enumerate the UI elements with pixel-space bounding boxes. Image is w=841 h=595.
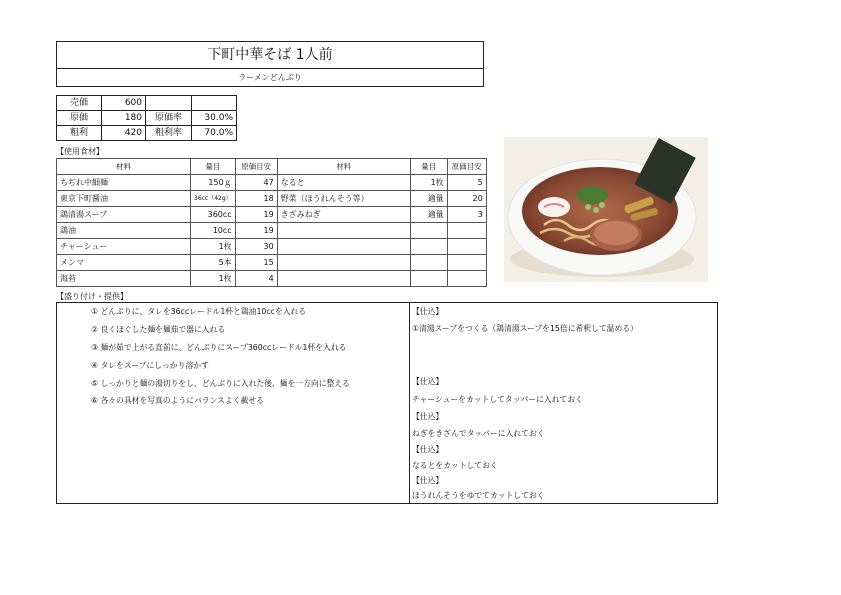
ingredient-amount — [410, 255, 447, 271]
procedure-box — [56, 302, 718, 504]
table-row — [57, 239, 487, 255]
header-cost: 原価目安 — [447, 159, 486, 175]
price-sub-label — [146, 96, 192, 111]
ingredient-amount — [410, 239, 447, 255]
ingredient-name — [277, 271, 410, 287]
header-amount: 量目 — [191, 159, 236, 175]
prep-line: ほうれんそうをゆでてカットしておく — [412, 491, 545, 500]
ingredient-amount: 適量 — [410, 191, 447, 207]
ingredient-amount: 適量 — [410, 207, 447, 223]
prep-line: 【仕込】 — [412, 307, 444, 316]
price-sub-value — [192, 96, 237, 111]
prep-line: 【仕込】 — [412, 476, 444, 485]
price-row — [57, 96, 237, 111]
title-box — [56, 41, 484, 87]
ingredient-cost: 19 — [235, 223, 277, 239]
table-row — [57, 191, 487, 207]
ingredient-name: メンマ — [57, 255, 191, 271]
ingredient-cost: 4 — [235, 271, 277, 287]
prep-line: 【仕込】 — [412, 445, 444, 454]
header-name: 材料 — [277, 159, 410, 175]
ingredient-cost: 19 — [235, 207, 277, 223]
ingredient-cost — [447, 271, 486, 287]
table-row — [57, 175, 487, 191]
ingredient-cost — [447, 255, 486, 271]
prep-line: チャーシューをカットしてタッパーに入れておく — [412, 395, 583, 404]
ingredient-name — [277, 239, 410, 255]
ingredient-cost: 20 — [447, 191, 486, 207]
procedure-step: ① どんぶりに、タレを36ccレードル1杯と鶏油10ccを入れる — [91, 307, 307, 316]
price-sub-label: 原価率 — [146, 111, 192, 126]
price-sub-label: 粗利率 — [146, 126, 192, 141]
price-label: 売価 — [57, 96, 102, 111]
price-row — [57, 111, 237, 126]
ingredient-name: 鶏清湯スープ — [57, 207, 191, 223]
price-value: 600 — [102, 96, 146, 111]
prep-line: 【仕込】 — [412, 377, 444, 386]
ingredient-amount: 5本 — [191, 255, 236, 271]
ingredient-amount: 1枚 — [410, 175, 447, 191]
ingredient-cost — [447, 223, 486, 239]
table-row — [57, 255, 487, 271]
ramen-illustration — [504, 137, 708, 282]
ingredient-cost: 3 — [447, 207, 486, 223]
ingredient-name: きざみねぎ — [277, 207, 410, 223]
ingredient-name — [277, 255, 410, 271]
price-table — [56, 95, 237, 141]
price-label: 原価 — [57, 111, 102, 126]
ingredient-name — [277, 223, 410, 239]
procedure-step: ⑥ 各々の具材を写真のようにバランスよく載せる — [91, 396, 264, 405]
price-label: 粗利 — [57, 126, 102, 141]
prep-line: ねぎをきざんでタッパーに入れておく — [412, 429, 545, 438]
ingredient-amount: 1枚 — [191, 271, 236, 287]
prep-line: ①清湯スープをつくる（鶏清湯スープを15倍に希釈して温める） — [412, 324, 638, 333]
ingredient-name: 東京下町醤油 — [57, 191, 191, 207]
ingredient-cost: 47 — [235, 175, 277, 191]
header-cost: 原価目安 — [235, 159, 277, 175]
procedure-step: ③ 麺が茹で上がる直前に、どんぶりにスープ360ccレードル1杯を入れる — [91, 343, 347, 352]
table-row — [57, 271, 487, 287]
ingredients-table — [56, 158, 487, 287]
ingredient-name: 海苔 — [57, 271, 191, 287]
ingredient-name: 野菜（ほうれんそう等） — [277, 191, 410, 207]
ingredient-cost — [447, 239, 486, 255]
page-subtitle: ラーメンどんぶり — [238, 73, 302, 82]
table-row — [57, 223, 487, 239]
ramen-photo — [504, 137, 708, 282]
procedure-step: ② 良くほぐした麺を麺茹で器に入れる — [91, 325, 226, 334]
price-value: 420 — [102, 126, 146, 141]
prep-line: 【仕込】 — [412, 412, 444, 421]
page-title: 下町中華そば 1人前 — [57, 42, 483, 69]
ingredient-amount: 360cc — [191, 207, 236, 223]
ingredient-cost: 5 — [447, 175, 486, 191]
ingredient-amount — [410, 223, 447, 239]
procedure-step: ⑤ しっかりと麺の湯切りをし、どんぶりに入れた後、麺を一方向に整える — [91, 379, 350, 388]
ingredient-name: なると — [277, 175, 410, 191]
header-amount: 量目 — [410, 159, 447, 175]
ingredients-section-label: 【使用食材】 — [56, 147, 104, 156]
ingredient-amount — [410, 271, 447, 287]
ingredient-name: ちぢれ中細麺 — [57, 175, 191, 191]
ingredient-cost: 15 — [235, 255, 277, 271]
ingredient-name: チャーシュー — [57, 239, 191, 255]
price-row — [57, 126, 237, 141]
prep-line: なるとをカットしておく — [412, 461, 498, 470]
ingredient-cost: 30 — [235, 239, 277, 255]
price-value: 180 — [102, 111, 146, 126]
procedure-step: ④ タレをスープにしっかり溶かす — [91, 361, 209, 370]
price-sub-value: 30.0% — [192, 111, 237, 126]
ingredient-name: 鶏油 — [57, 223, 191, 239]
ingredient-amount: 150ｇ — [191, 175, 236, 191]
price-sub-value: 70.0% — [192, 126, 237, 141]
ingredient-amount: 10cc — [191, 223, 236, 239]
header-name: 材料 — [57, 159, 191, 175]
procedure-section-label: 【盛り付け・提供】 — [56, 292, 128, 301]
ingredients-header-row — [57, 159, 487, 175]
ingredient-cost: 18 — [235, 191, 277, 207]
ingredient-amount: 36cc（42g） — [191, 191, 236, 207]
ingredient-amount: 1枚 — [191, 239, 236, 255]
table-row — [57, 207, 487, 223]
